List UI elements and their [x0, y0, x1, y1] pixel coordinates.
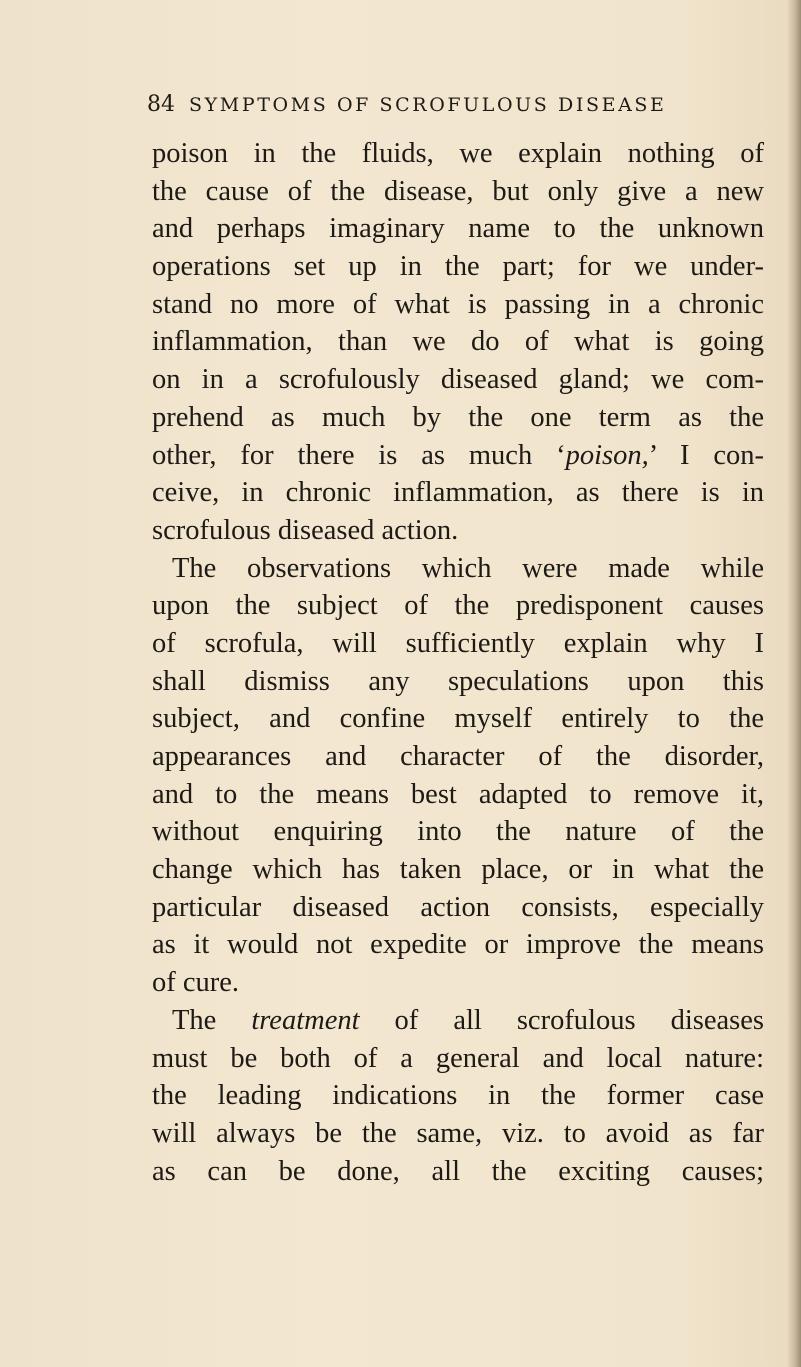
text-line: and to the means best adapted to remove it, — [152, 778, 764, 810]
page-edge-shadow — [787, 0, 801, 1367]
text-line: stand no more of what is passing in a chronic — [152, 288, 764, 320]
italic-term: poison, — [565, 439, 649, 471]
text-line: poison in the fluids, we explain nothing of — [152, 138, 764, 169]
text-segment: other, for there is as much ‘ — [152, 439, 566, 471]
text-line: of scrofula, will sufficiently explain why I — [152, 627, 764, 659]
page-number: 84 — [147, 92, 175, 117]
text-line: upon the subject of the predisponent causes — [152, 590, 764, 622]
text-line: operations set up in the part; for we under- — [152, 251, 764, 283]
text-line: must be both of a general and local nature: — [152, 1042, 764, 1074]
text-line: and perhaps imaginary name to the unknown — [152, 213, 764, 245]
text-line: scrofulous diseased action. — [152, 514, 459, 546]
text-line: as it would not expedite or improve the means — [152, 929, 764, 961]
running-head — [147, 92, 707, 122]
text-segment: The — [172, 1004, 252, 1036]
text-line: the cause of the disease, but only give a new — [152, 175, 764, 207]
text-line: prehend as much by the one term as the — [152, 401, 764, 433]
text-line: particular diseased action consists, especially — [152, 891, 764, 923]
text-line: inflammation, than we do of what is going — [152, 326, 764, 358]
text-line: on in a scrofulously diseased gland; we com- — [152, 364, 764, 396]
text-line: without enquiring into the nature of the — [152, 816, 764, 848]
text-line: appearances and character of the disorder, — [152, 741, 764, 772]
text-line: the leading indications in the former case — [152, 1080, 764, 1112]
italic-term: treatment — [251, 1004, 360, 1036]
text-line — [152, 437, 764, 475]
text-line: of cure. — [152, 967, 240, 999]
text-line — [152, 1002, 764, 1040]
running-head-title: SYMPTOMS OF SCROFULOUS DISEASE — [189, 94, 667, 116]
text-line: shall dismiss any speculations upon this — [152, 665, 764, 697]
text-segment: of all scrofulous diseases — [359, 1004, 764, 1036]
text-segment: ’ I con- — [648, 439, 764, 471]
text-line: change which has taken place, or in what the — [152, 854, 764, 886]
text-line: The observations which were made while — [172, 552, 764, 584]
text-line: as can be done, all the exciting causes; — [152, 1155, 764, 1187]
body-text — [152, 135, 764, 1190]
text-line: subject, and confine myself entirely to the — [152, 703, 764, 735]
text-line: will always be the same, viz. to avoid as far — [152, 1117, 764, 1149]
text-line: ceive, in chronic inflammation, as there is in — [152, 477, 764, 509]
